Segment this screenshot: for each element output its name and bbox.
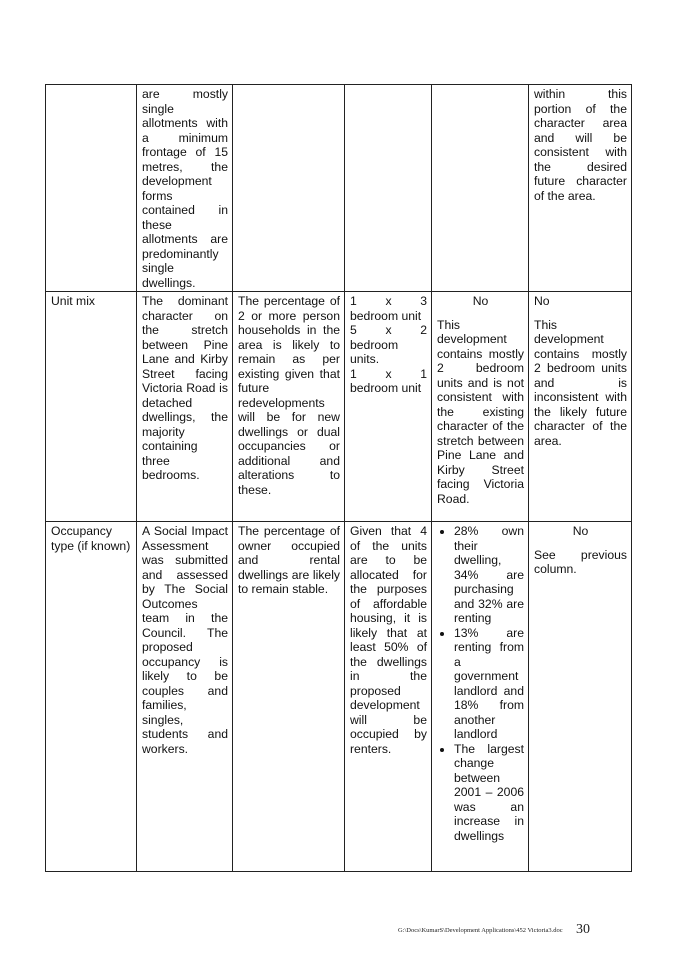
cell-proposal [345,85,432,292]
cell-existing-character: The dominant character on the stretch between Pine Lane and Kirby Street facing Victoria Road is detached dwellings, the majority containing three bedrooms. [137,292,233,522]
file-path-footer: G:\Docs\KumarS\Development Applications\452 Victoria3.doc [398,927,563,934]
list-item: • The largest change between 2001 – 2006 was an increase in dwellings [454,742,524,844]
cell-consistent-existing [432,522,529,872]
assessment-table [45,84,632,872]
cell-consistent-existing [432,85,529,292]
cell-future-character: The percentage of owner occupied and rental dwellings are likely to remain stable. [233,522,345,872]
cell-future-character [233,85,345,292]
verdict: No [472,294,489,308]
cell-criterion: Occupancy type (if known) [46,522,137,872]
proposal-line: 1 x 3 bedroom unit [350,294,427,323]
verdict-reason: See previous column. [534,547,627,576]
cell-proposal [345,292,432,522]
list-item: • 28% own their dwelling, 34% are purchasing and 32% are renting [454,524,524,626]
cell-criterion: Unit mix [46,292,137,522]
table-row [46,522,632,872]
table-row [46,292,632,522]
verdict: No [572,524,589,538]
cell-consistent-future: within this portion of the character area and will be consistent with the desired future character of the area. [529,85,632,292]
cell-criterion [46,85,137,292]
cell-existing-character: are mostly single allotments with a minimum frontage of 15 metres, the development forms contained in these allotments are predominantly single dwellings. [137,85,233,292]
page-number: 30 [576,922,590,937]
cell-consistent-future [529,522,632,872]
cell-proposal: Given that 4 of the units are to be allocated for the purposes of affordable housing, it is likely that at least 50% of the dwellings in the proposed development will be occupied by renters. [345,522,432,872]
proposal-line: 1 x 1 bedroom unit [350,366,427,395]
verdict-reason: This development contains mostly 2 bedroom units and is inconsistent with the likely future character of the area. [534,317,627,448]
cell-future-character: The percentage of 2 or more person households in the area is likely to remain as per existing given that future redevelopments will be for new dwellings or dual occupancies or additional and alterations to these. [233,292,345,522]
verdict: No [534,294,550,308]
cell-consistent-existing [432,292,529,522]
list-item: • 13% are renting from a government landlord and 18% from another landlord [454,626,524,742]
cell-consistent-future [529,292,632,522]
table-row [46,85,632,292]
statistics-list [437,524,524,843]
verdict-reason: This development contains mostly 2 bedroom units and is not consistent with the existing character of the stretch between Pine Lane and Kirby Street facing Victoria Road. [437,317,524,506]
cell-existing-character: A Social Impact Assessment was submitted and assessed by The Social Outcomes team in the Council. The proposed occupancy is likely to be couples and families, singles, students and workers. [137,522,233,872]
proposal-line: 5 x 2 bedroom units. [350,323,427,366]
